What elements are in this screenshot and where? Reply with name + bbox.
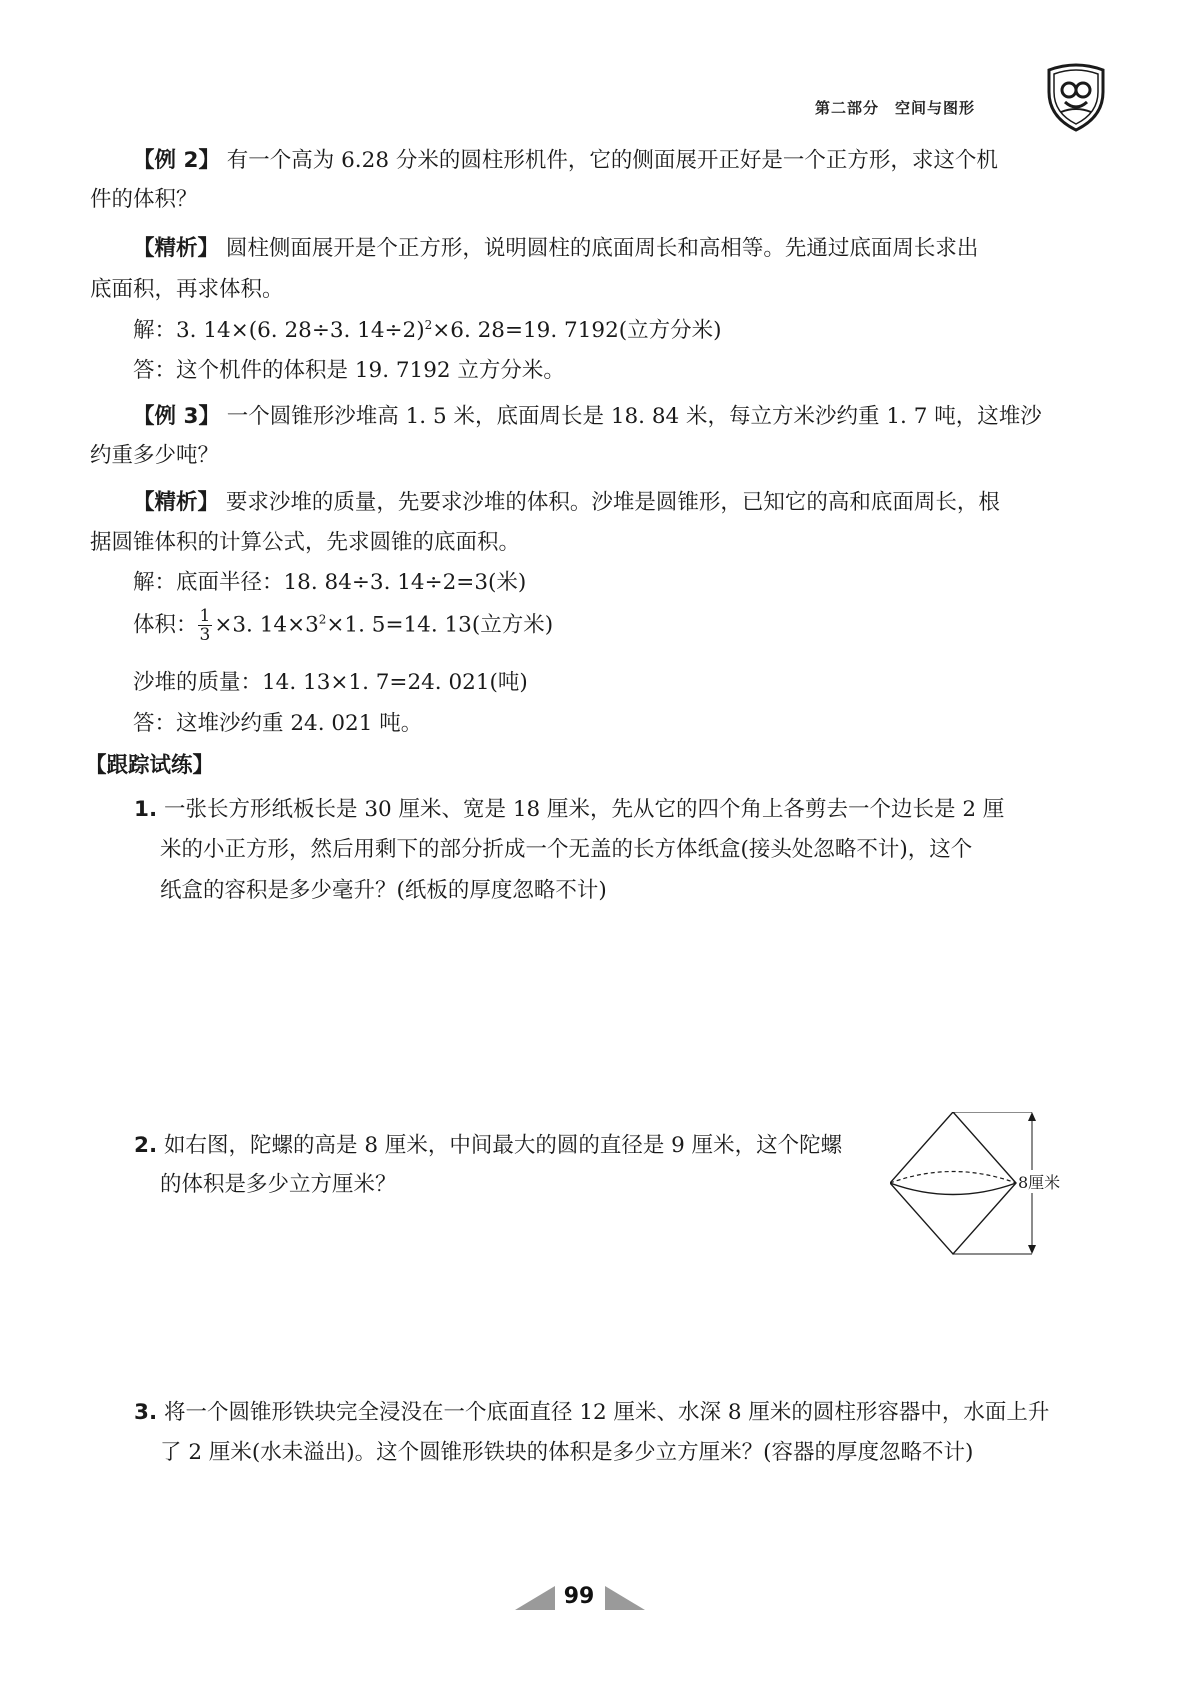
- practice-1-line-3: 纸盒的容积是多少毫升？(纸板的厚度忽略不计): [160, 878, 607, 903]
- practice-2-line-2: 的体积是多少立方厘米？: [160, 1172, 397, 1197]
- ex2-question-line-1: 【例 2】 有一个高为 6.28 分米的圆柱形机件，它的侧面展开正好是一个正方形，求这个机: [133, 148, 998, 173]
- practice-title: 【跟踪试练】: [85, 753, 215, 778]
- section-header: [815, 97, 975, 118]
- one-third-fraction: $\frac{1}{3}$: [199, 606, 211, 645]
- ex2-analysis-line-1: 【精析】 圆柱侧面展开是个正方形，说明圆柱的底面周长和高相等。先通过底面周长求出: [133, 236, 979, 261]
- ex2-question-line-2: 件的体积？: [90, 187, 198, 212]
- ex3-analysis-tag: 【精析】: [133, 490, 220, 515]
- ex3-analysis-line-2: 据圆锥体积的计算公式，先求圆锥的底面积。: [90, 530, 521, 555]
- ex2-tag: 【例 2】: [133, 148, 220, 173]
- height-label: 8厘米: [1018, 1170, 1060, 1193]
- ex2-analysis-line-2: 底面积，再求体积。: [90, 277, 284, 302]
- practice-2-line-1: 2. 如右图，陀螺的高是 8 厘米，中间最大的圆的直径是 9 厘米，这个陀螺: [134, 1133, 843, 1158]
- shield-logo-icon: [1043, 62, 1109, 132]
- ex2-analysis-tag: 【精析】: [133, 236, 220, 261]
- ex3-question-line-1: 【例 3】 一个圆锥形沙堆高 1. 5 米，底面周长是 18. 84 米，每立方米沙约重 1. 7 吨，这堆沙: [133, 404, 1042, 429]
- header-part: 第二部分: [814, 99, 879, 117]
- ex3-solution-radius: 解：底面半径：18. 84÷3. 14÷2=3(米): [133, 570, 527, 595]
- practice-1-line-2: 米的小正方形，然后用剩下的部分折成一个无盖的长方体纸盒(接头处忽略不计)，这个: [160, 837, 973, 862]
- ex2-solution: 解：3. 14×(6. 28÷3. 14÷2)$^2$×6. 28=19. 7192(立方分米): [133, 317, 722, 343]
- practice-3-number: 3.: [134, 1400, 158, 1425]
- ex3-solution-mass: 沙堆的质量：14. 13×1. 7=24. 021(吨): [133, 670, 528, 695]
- ex3-answer: 答：这堆沙约重 24. 021 吨。: [133, 711, 423, 736]
- header-topic: 空间与图形: [894, 99, 975, 117]
- ex3-question-line-2: 约重多少吨？: [90, 443, 220, 468]
- practice-2-number: 2.: [134, 1133, 158, 1158]
- ex2-answer: 答：这个机件的体积是 19. 7192 立方分米。: [133, 358, 565, 383]
- practice-1-number: 1.: [134, 797, 158, 822]
- practice-1-line-1: 1. 一张长方形纸板长是 30 厘米、宽是 18 厘米，先从它的四个角上各剪去一个边长是 2 厘: [134, 797, 1005, 822]
- ex3-solution-volume: 体积： $\frac{1}{3}$ ×3. $14\times 3^2\times 1$. 5=14. 13(立方米): [133, 606, 554, 645]
- ex3-tag: 【例 3】: [133, 404, 220, 429]
- practice-3-line-1: 3. 将一个圆锥形铁块完全浸没在一个底面直径 12 厘米、水深 8 厘米的圆柱形容器中，水面上升: [134, 1400, 1050, 1425]
- practice-3-line-2: 了 2 厘米(水未溢出)。这个圆锥形铁块的体积是多少立方厘米？(容器的厚度忽略不计): [160, 1440, 974, 1465]
- page-number: 99: [563, 1584, 595, 1609]
- ex3-analysis-line-1: 【精析】 要求沙堆的质量，先要求沙堆的体积。沙堆是圆锥形，已知它的高和底面周长，根: [133, 490, 1000, 515]
